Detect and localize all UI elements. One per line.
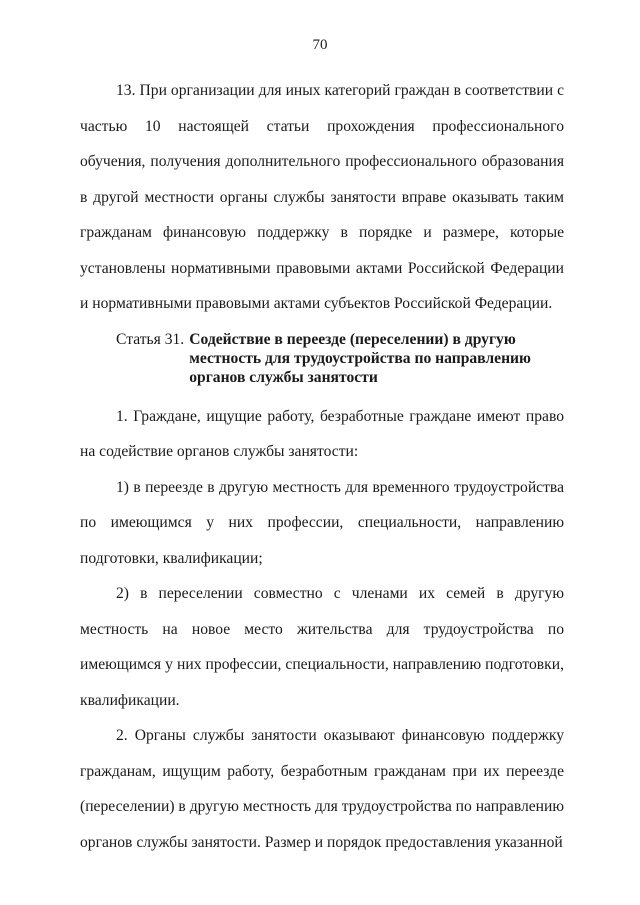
article-title: Содействие в переезде (переселении) в другую местность для трудоустройства по направлению органов службы занятости bbox=[189, 330, 531, 386]
page-number: 70 bbox=[312, 37, 328, 53]
paragraph-1-item-1: 1) в переезде в другую местность для временного трудоустройства по имеющимся у них профессии, специальности, направлению подготовки, квалификации; bbox=[80, 478, 564, 567]
article-heading bbox=[80, 330, 564, 387]
paragraph-13: 13. При организации для иных категорий граждан в соответствии с частью 10 настоящей статьи прохождения профессионального обучения, получения дополнительного профессионального образования в другой местности органы службы занятости вправе оказывать таким гражданам финансовую поддержку в порядке и размере, которые установлены нормативными правовыми актами Российской Федерации и нормативными правовыми актами субъектов Российской Федерации. bbox=[80, 82, 564, 312]
paragraph-1: 1. Граждане, ищущие работу, безработные граждане имеют право на содействие органов службы занятости: bbox=[80, 407, 564, 460]
paragraph-1-item-2: 2) в переселении совместно с членами их семей в другую местность на новое место жительства для трудоустройства по имеющимся у них профессии, специальности, направлению подготовки, квалификации. bbox=[80, 585, 564, 709]
article-number: Статья 31. bbox=[116, 330, 185, 348]
paragraph-2: 2. Органы службы занятости оказывают финансовую поддержку гражданам, ищущим работу, безработным гражданам при их переезде (переселении) в другую местность для трудоустройства по направлению органов службы занятости. Размер и порядок предоставления указанной bbox=[80, 727, 565, 851]
document-body bbox=[80, 73, 564, 860]
